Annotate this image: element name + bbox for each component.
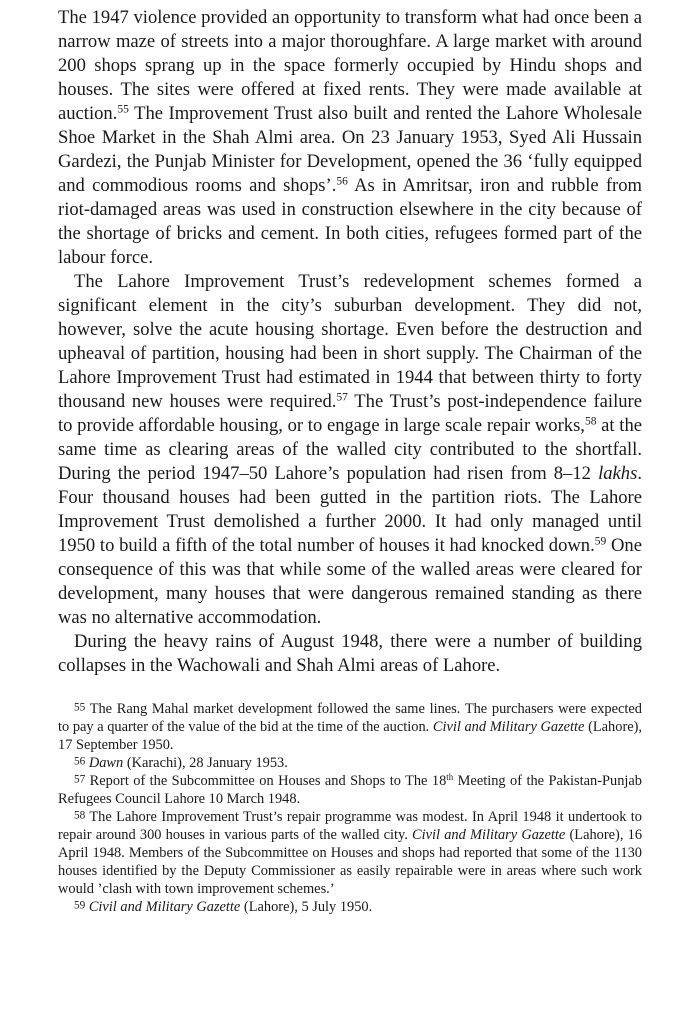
text-run: Meeting of the Pakistan-Punjab Refugees Council Lahore 10 March 1948.	[58, 773, 642, 807]
italic-text: Civil and Military Gazette	[88, 899, 241, 915]
text-run: The Rang Mahal market development followed the same lines. The purchasers were expected to pay a quarter of the value of the bid at the time of the auction.	[58, 701, 642, 735]
note-reference: 59	[594, 535, 607, 548]
footnote-number: 56	[74, 755, 86, 768]
note-reference: 56	[336, 175, 348, 188]
footnote-number: 55	[74, 701, 86, 714]
footnote-number: 58	[74, 809, 86, 822]
text-run: The Trust’s post-independence failure to provide affordable housing, or to engage in large scale repair works,	[58, 391, 642, 436]
note-reference: th	[446, 772, 454, 783]
text-run: One consequence of this was that while some of the walled areas were cleared for development, many houses that were dangerous remained standing as there was no alternative accommodation.	[58, 535, 642, 628]
text-run: (Lahore), 5 July 1950.	[240, 899, 373, 915]
text-run: (Lahore), 17 September 1950.	[58, 719, 643, 753]
footnote	[58, 772, 642, 808]
footnote	[58, 808, 642, 898]
book-page	[58, 6, 642, 916]
text-run: The 1947 violence provided an opportunity to transform what had once been a narrow maze of streets into a major thoroughfare. A large market with around 200 shops sprang up in the space formerly occupied by Hindu shops and houses. The sites were offered at fixed rents. They were made available at auction.	[58, 7, 642, 124]
text-run: (Karachi), 28 January 1953.	[123, 755, 288, 771]
footnote-number: 59	[74, 899, 86, 912]
text-run: . Four thousand houses had been gutted in the partition riots. The Lahore Improvement Trust demolished a further 2000. It had only managed until 1950 to build a fifth of the total number of houses it had knocked down.	[58, 463, 642, 556]
body-text	[58, 6, 642, 678]
paragraph	[58, 6, 642, 270]
text-run: (Lahore), 16 April 1948. Members of the Subcommittee on Houses and shops had reported that some of the 1130 houses identified by the Deputy Commissioner as easily repairable were in areas where such work would ’clash with town improvement schemes.’	[58, 827, 643, 897]
text-run: The Lahore Improvement Trust’s redevelopment schemes formed a significant element in the city’s suburban development. They did not, however, solve the acute housing shortage. Even before the destruction and upheaval of partition, housing had been in short supply. The Chairman of the Lahore Improvement Trust had estimated in 1944 that between thirty to forty thousand new houses were required.	[58, 271, 642, 412]
footnote	[58, 754, 642, 772]
paragraph	[58, 270, 642, 630]
text-run: at the same time as clearing areas of the walled city contributed to the shortfall. During the period 1947–50 Lahore’s population had risen from 8–12	[58, 415, 643, 484]
text-run: The Improvement Trust also built and rented the Lahore Wholesale Shoe Market in the Shah Almi area. On 23 January 1953, Syed Ali Hussain Gardezi, the Punjab Minister for Development, opened the 36 ‘fully equipped and commodious rooms and shops’.	[58, 103, 642, 196]
paragraph	[58, 630, 642, 678]
text-run: Report of the Subcommittee on Houses and Shops to The 18	[89, 773, 447, 789]
note-reference: 57	[336, 391, 348, 404]
footnote-number: 57	[74, 773, 86, 786]
note-reference: 55	[117, 103, 129, 116]
italic-text: Civil and Military Gazette	[412, 827, 566, 843]
italic-text: Dawn	[88, 755, 124, 771]
text-run: As in Amritsar, iron and rubble from riot-damaged areas was used in construction elsewhere in the city because of the shortage of bricks and cement. In both cities, refugees formed part of the labour force.	[58, 175, 642, 268]
footnote	[58, 898, 642, 916]
text-run: During the heavy rains of August 1948, there were a number of building collapses in the Wachowali and Shah Almi areas of Lahore.	[58, 631, 642, 676]
italic-text: Civil and Military Gazette	[432, 719, 585, 735]
footnote	[58, 700, 642, 754]
note-reference: 58	[584, 415, 597, 428]
footnotes	[58, 700, 642, 916]
italic-text: lakhs	[598, 463, 638, 484]
text-run: The Lahore Improvement Trust’s repair programme was modest. In April 1948 it undertook to repair around 300 houses in various parts of the walled city.	[58, 809, 642, 843]
